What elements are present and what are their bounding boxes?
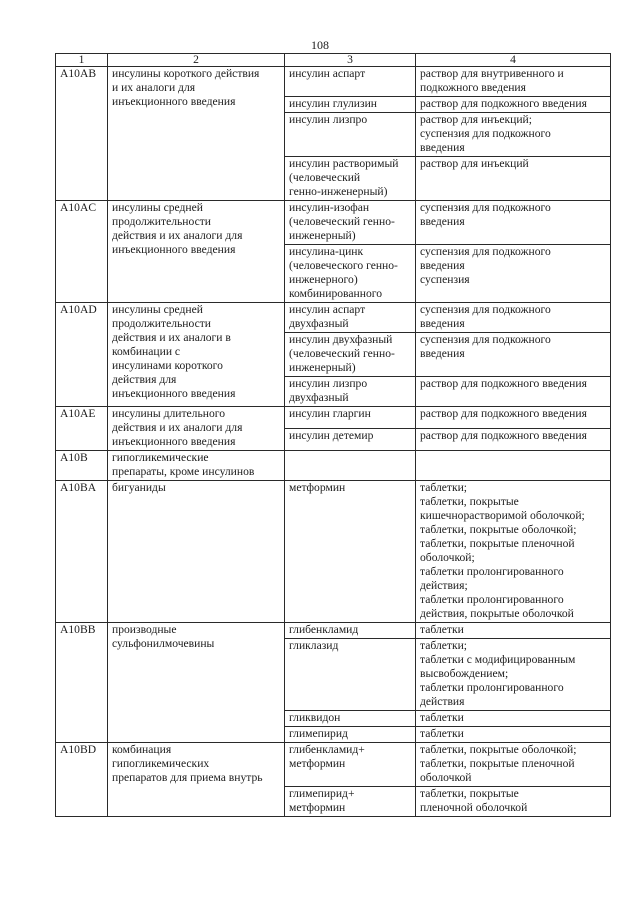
drug-name-line: инсулин аспарт bbox=[289, 67, 366, 80]
dosage-form-line: таблетки bbox=[420, 623, 464, 636]
dosage-form-line: таблетки с модифицированным bbox=[420, 653, 576, 666]
table-header-row bbox=[56, 54, 611, 67]
dosage-form bbox=[416, 407, 611, 429]
group-name-line: инсулины длительного bbox=[112, 407, 226, 420]
table-row bbox=[56, 303, 611, 333]
drug-name bbox=[285, 407, 416, 429]
dosage-form-line: высвобождением; bbox=[420, 667, 509, 680]
drug-name-line: инженерного) bbox=[289, 273, 358, 286]
drug-name bbox=[285, 727, 416, 743]
dosage-form-line: таблетки bbox=[420, 727, 464, 740]
dosage-form-line: введения bbox=[420, 347, 465, 360]
atc-code: A10AE bbox=[56, 407, 108, 451]
drug-name-line: глибенкламид bbox=[289, 623, 359, 636]
table-row bbox=[56, 67, 611, 97]
drug-name-line: генно-инженерный) bbox=[289, 185, 388, 198]
group-name-line: действия для bbox=[112, 373, 177, 386]
drug-name-line: инсулина-цинк bbox=[289, 245, 364, 258]
group-name-line: действия и их аналоги в bbox=[112, 331, 231, 344]
dosage-form bbox=[416, 333, 611, 377]
dosage-form-line: таблетки, покрытые bbox=[420, 495, 519, 508]
dosage-form bbox=[416, 97, 611, 113]
drug-name bbox=[285, 639, 416, 711]
dosage-form-line: раствор для подкожного введения bbox=[420, 97, 587, 110]
dosage-form-line: таблетки bbox=[420, 711, 464, 724]
drug-name-line: инсулин аспарт bbox=[289, 303, 366, 316]
drug-name-line: инженерный) bbox=[289, 361, 356, 374]
dosage-form-line: введения bbox=[420, 259, 465, 272]
dosage-form-line: суспензия для подкожного bbox=[420, 333, 551, 346]
group-name-line: инъекционного введения bbox=[112, 435, 236, 448]
group-name-line: продолжительности bbox=[112, 215, 211, 228]
dosage-form-line: таблетки пролонгированного bbox=[420, 565, 564, 578]
atc-code: A10BD bbox=[56, 743, 108, 817]
group-name-line: инъекционного введения bbox=[112, 387, 236, 400]
drug-name bbox=[285, 481, 416, 623]
dosage-form-line: таблетки, покрытые пленочной bbox=[420, 757, 575, 770]
group-name-line: действия и их аналоги для bbox=[112, 421, 243, 434]
drug-name-line: инсулин-изофан bbox=[289, 201, 370, 214]
group-name-line: комбинации с bbox=[112, 345, 181, 358]
drug-name bbox=[285, 97, 416, 113]
drug-classification-table bbox=[55, 53, 611, 817]
drug-name-line: двухфазный bbox=[289, 317, 349, 330]
dosage-form-line: таблетки; bbox=[420, 639, 468, 652]
drug-name bbox=[285, 787, 416, 817]
group-name-line: действия и их аналоги для bbox=[112, 229, 243, 242]
drug-name-line: инсулин глулизин bbox=[289, 97, 377, 110]
dosage-form-line: действия, покрытые оболочкой bbox=[420, 607, 574, 620]
dosage-form-line: суспензия bbox=[420, 273, 470, 286]
dosage-form-line: таблетки, покрытые оболочкой; bbox=[420, 743, 577, 756]
dosage-form-line: таблетки пролонгированного bbox=[420, 681, 564, 694]
group-name-line: инсулины короткого действия bbox=[112, 67, 260, 80]
atc-code: A10AB bbox=[56, 67, 108, 201]
drug-name-line: комбинированного bbox=[289, 287, 382, 300]
group-name-line: бигуаниды bbox=[112, 481, 166, 494]
drug-name bbox=[285, 157, 416, 201]
column-header-2: 2 bbox=[108, 54, 285, 67]
dosage-form-line: суспензия для подкожного bbox=[420, 201, 551, 214]
table-row bbox=[56, 481, 611, 623]
column-header-4: 4 bbox=[416, 54, 611, 67]
dosage-form-line: таблетки, покрытые оболочкой; bbox=[420, 523, 577, 536]
dosage-form-line: таблетки, покрытые пленочной bbox=[420, 537, 575, 550]
dosage-form bbox=[416, 67, 611, 97]
drug-name-line: глимепирид+ bbox=[289, 787, 355, 800]
group-name-line: инсулины средней bbox=[112, 201, 203, 214]
column-header-1: 1 bbox=[56, 54, 108, 67]
dosage-form bbox=[416, 113, 611, 157]
drug-name-line: инженерный) bbox=[289, 229, 356, 242]
dosage-form bbox=[416, 303, 611, 333]
drug-name-line: инсулин лизпро bbox=[289, 377, 368, 390]
drug-name bbox=[285, 623, 416, 639]
drug-name-line: инсулин лизпро bbox=[289, 113, 368, 126]
atc-code: A10AD bbox=[56, 303, 108, 407]
drug-name-line: гликлазид bbox=[289, 639, 339, 652]
group-name-line: препаратов для приема внутрь bbox=[112, 771, 263, 784]
group-name-line: и их аналоги для bbox=[112, 81, 196, 94]
drug-name-line: (человеческого генно- bbox=[289, 259, 398, 272]
drug-name-line: (человеческий генно- bbox=[289, 347, 395, 360]
drug-name-line: метформин bbox=[289, 757, 346, 770]
dosage-form bbox=[416, 639, 611, 711]
group-name-line: производные bbox=[112, 623, 177, 636]
group-name bbox=[108, 407, 285, 451]
drug-name-line: инсулин двухфазный bbox=[289, 333, 393, 346]
table-body bbox=[56, 67, 611, 817]
dosage-form-line: таблетки; bbox=[420, 481, 468, 494]
dosage-form-line: суспензия для подкожного bbox=[420, 127, 551, 140]
atc-code: A10AC bbox=[56, 201, 108, 303]
drug-name-line: (человеческий генно- bbox=[289, 215, 395, 228]
drug-name bbox=[285, 67, 416, 97]
dosage-form-line: таблетки, покрытые bbox=[420, 787, 519, 800]
dosage-form-line: раствор для подкожного введения bbox=[420, 407, 587, 420]
dosage-form-line: раствор для подкожного введения bbox=[420, 429, 587, 442]
table-row bbox=[56, 623, 611, 639]
group-name-line: инъекционного введения bbox=[112, 95, 236, 108]
group-name bbox=[108, 201, 285, 303]
drug-name-line: метформин bbox=[289, 481, 346, 494]
dosage-form-line: раствор для внутривенного и bbox=[420, 67, 564, 80]
group-name-line: комбинация bbox=[112, 743, 172, 756]
dosage-form-line: введения bbox=[420, 215, 465, 228]
group-name-line: инсулины средней bbox=[112, 303, 203, 316]
table-row bbox=[56, 407, 611, 429]
dosage-form-line: кишечнорастворимой оболочкой; bbox=[420, 509, 585, 522]
dosage-form bbox=[416, 623, 611, 639]
group-name-line: инсулинами короткого bbox=[112, 359, 223, 372]
drug-name-line: глимепирид bbox=[289, 727, 348, 740]
group-name bbox=[108, 623, 285, 743]
dosage-form-line: оболочкой; bbox=[420, 551, 475, 564]
drug-name bbox=[285, 377, 416, 407]
group-name bbox=[108, 303, 285, 407]
drug-name bbox=[285, 201, 416, 245]
drug-name bbox=[285, 303, 416, 333]
drug-name bbox=[285, 113, 416, 157]
dosage-form bbox=[416, 201, 611, 245]
dosage-form bbox=[416, 787, 611, 817]
dosage-form bbox=[416, 727, 611, 743]
atc-code: A10B bbox=[56, 451, 108, 481]
page-number: 108 bbox=[311, 38, 329, 52]
dosage-form-line: действия bbox=[420, 695, 465, 708]
drug-name bbox=[285, 333, 416, 377]
dosage-form bbox=[416, 451, 611, 481]
dosage-form bbox=[416, 377, 611, 407]
group-name-line: инъекционного введения bbox=[112, 243, 236, 256]
dosage-form bbox=[416, 429, 611, 451]
drug-name bbox=[285, 245, 416, 303]
group-name-line: препараты, кроме инсулинов bbox=[112, 465, 255, 478]
dosage-form-line: введения bbox=[420, 141, 465, 154]
dosage-form-line: действия; bbox=[420, 579, 468, 592]
drug-name bbox=[285, 429, 416, 451]
dosage-form-line: подкожного введения bbox=[420, 81, 526, 94]
group-name bbox=[108, 451, 285, 481]
dosage-form bbox=[416, 245, 611, 303]
drug-name-line: глибенкламид+ bbox=[289, 743, 365, 756]
dosage-form-line: раствор для подкожного введения bbox=[420, 377, 587, 390]
table-row bbox=[56, 743, 611, 787]
column-header-3: 3 bbox=[285, 54, 416, 67]
atc-code: A10BB bbox=[56, 623, 108, 743]
dosage-form bbox=[416, 157, 611, 201]
dosage-form-line: таблетки пролонгированного bbox=[420, 593, 564, 606]
group-name-line: сульфонилмочевины bbox=[112, 637, 215, 650]
drug-name-line: инсулин детемир bbox=[289, 429, 374, 442]
table-row bbox=[56, 451, 611, 481]
drug-name-line: двухфазный bbox=[289, 391, 349, 404]
dosage-form-line: введения bbox=[420, 317, 465, 330]
dosage-form-line: раствор для инъекций; bbox=[420, 113, 532, 126]
dosage-form-line: оболочкой bbox=[420, 771, 472, 784]
drug-name-line: гликвидон bbox=[289, 711, 341, 724]
drug-name bbox=[285, 451, 416, 481]
atc-code: A10BA bbox=[56, 481, 108, 623]
drug-name-line: метформин bbox=[289, 801, 346, 814]
dosage-form bbox=[416, 711, 611, 727]
group-name bbox=[108, 67, 285, 201]
drug-name bbox=[285, 711, 416, 727]
drug-name-line: инсулин растворимый bbox=[289, 157, 399, 170]
drug-name bbox=[285, 743, 416, 787]
group-name-line: продолжительности bbox=[112, 317, 211, 330]
drug-name-line: (человеческий bbox=[289, 171, 361, 184]
drug-name-line: инсулин гларгин bbox=[289, 407, 371, 420]
dosage-form-line: пленочной оболочкой bbox=[420, 801, 528, 814]
dosage-form bbox=[416, 743, 611, 787]
group-name-line: гипогликемические bbox=[112, 451, 209, 464]
group-name bbox=[108, 481, 285, 623]
table-row bbox=[56, 201, 611, 245]
dosage-form bbox=[416, 481, 611, 623]
dosage-form-line: раствор для инъекций bbox=[420, 157, 529, 170]
dosage-form-line: суспензия для подкожного bbox=[420, 245, 551, 258]
dosage-form-line: суспензия для подкожного bbox=[420, 303, 551, 316]
group-name-line: гипогликемических bbox=[112, 757, 210, 770]
group-name bbox=[108, 743, 285, 817]
